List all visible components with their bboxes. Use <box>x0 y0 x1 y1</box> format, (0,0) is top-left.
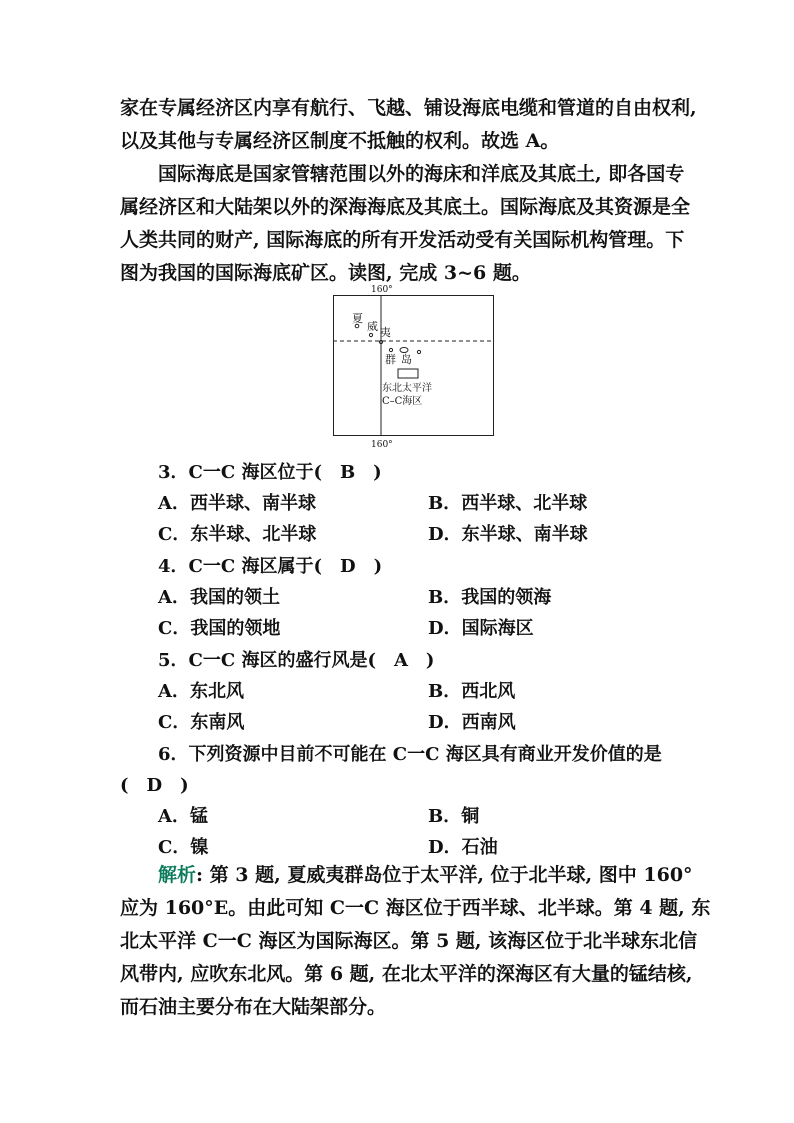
question-6-option-c: C．镍 <box>158 837 209 858</box>
analysis-line: 风带内, 应吹东北风。第 6 题, 在北太平洋的深海区有大量的锰结核, <box>120 963 693 985</box>
question-5-option-d: D．西南风 <box>428 712 516 733</box>
question-3-option-c: C．东半球、北半球 <box>158 524 317 545</box>
map-label-xia: 夏 <box>352 312 363 325</box>
analysis-line-text: : 第 3 题, 夏威夷群岛位于太平洋, 位于北半球, 图中 160° <box>196 864 693 886</box>
map-label-area-zone: C–C海区 <box>382 396 423 407</box>
island-icon <box>389 348 392 351</box>
question-4-option-c: C．我国的领地 <box>158 618 281 639</box>
analysis-line <box>120 859 693 892</box>
question-6-option-b: B．铜 <box>428 806 480 827</box>
question-3-stem: 3．C一C 海区位于( B ) <box>158 462 382 483</box>
seabed-map <box>333 285 495 450</box>
map-label-yi: 夷 <box>380 326 391 339</box>
question-5-stem: 5．C一C 海区的盛行风是( A ) <box>158 650 435 671</box>
question-4-stem: 4．C一C 海区属于( D ) <box>158 556 383 577</box>
island-icon <box>369 333 372 336</box>
island-icon <box>417 350 420 353</box>
question-4-option-b: B．我国的领海 <box>428 587 552 608</box>
map-figure <box>333 285 495 450</box>
analysis-line: 北太平洋 C一C 海区为国际海区。第 5 题, 该海区位于北半球东北信 <box>120 930 698 952</box>
question-3-option-a: A．西半球、南半球 <box>158 493 316 514</box>
question-6-answer: ( D ) <box>120 775 189 796</box>
intro-line: 人类共同的财产, 国际海底的所有开发活动受有关国际机构管理。下 <box>120 229 685 251</box>
question-4-option-a: A．我国的领土 <box>158 587 280 608</box>
question-5-option-a: A．东北风 <box>158 681 244 702</box>
intro-line: 属经济区和大陆架以外的深海海底及其底土。国际海底及其资源是全 <box>120 196 691 218</box>
intro-line: 图为我国的国际海底矿区。读图, 完成 3~6 题。 <box>120 262 531 284</box>
map-label-wei: 威 <box>367 320 378 333</box>
analysis-line: 而石油主要分布在大陆架部分。 <box>120 996 387 1018</box>
map-label-area-ocean: 东北太平洋 <box>382 383 432 394</box>
intro-text <box>120 92 697 290</box>
question-5-option-b: B．西北风 <box>428 681 516 702</box>
top-meridian-label: 160° <box>371 285 393 295</box>
analysis-label: 解析 <box>158 864 197 886</box>
intro-line: 以及其他与专属经济区制度不抵触的权利。故选 A。 <box>120 130 560 152</box>
map-label-qun: 群 <box>385 353 396 366</box>
question-4-option-d: D．国际海区 <box>428 618 534 639</box>
intro-line: 家在专属经济区内享有航行、飞越、铺设海底电缆和管道的自由权利, <box>120 97 697 119</box>
question-5-option-c: C．东南风 <box>158 712 245 733</box>
question-6-stem: 6．下列资源中目前不可能在 C一C 海区具有商业开发价值的是 <box>158 744 662 765</box>
question-3-option-b: B．西半球、北半球 <box>428 493 588 514</box>
intro-line: 国际海底是国家管辖范围以外的海床和洋底及其底土, 即各国专 <box>158 163 685 185</box>
bottom-meridian-label: 160° <box>371 440 393 450</box>
mining-area-box <box>398 369 418 378</box>
question-6-option-d: D．石油 <box>428 837 498 858</box>
island-icon <box>400 348 408 353</box>
map-label-dao: 岛 <box>401 353 412 366</box>
analysis-line: 应为 160°E。由此可知 C一C 海区位于西半球、北半球。第 4 题, 东 <box>120 897 711 919</box>
question-3-option-d: D．东半球、南半球 <box>428 524 588 545</box>
question-6-option-a: A．锰 <box>158 806 208 827</box>
analysis-text <box>120 859 711 1024</box>
